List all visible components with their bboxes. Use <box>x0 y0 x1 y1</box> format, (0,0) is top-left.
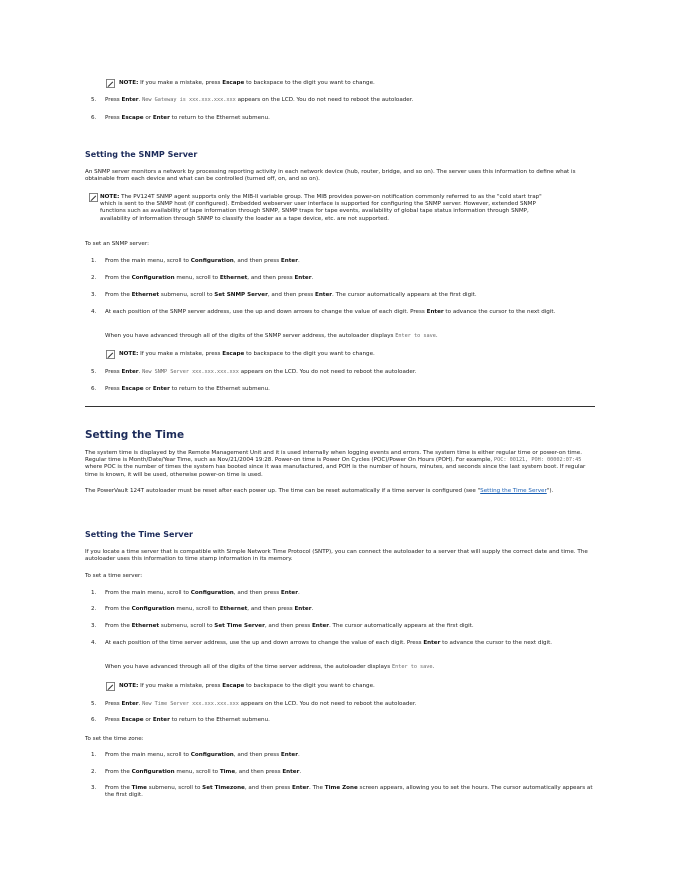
list-item: 5. Press Enter. New SNMP Server xxx.xxx.xxx.xxx appears on the LCD. You do not need to reboot the autoloader. <box>91 369 417 375</box>
section-heading: Setting the SNMP Server <box>85 150 198 159</box>
paragraph: The system time is displayed by the Remote Management Unit and it is used internally when logging events and errors. The system time is either regular time or power-on time. Regular time is Month/Date/Year Time, such as Nov/21/2004 19:28. Power-on time is Power On Cycles (POC)/Power On Hours (POH). For example, POC: 00121, POH: 00002:07:45 where POC is the number of times the system has booted since it was manufactured, and POH is the number of hours, minutes, and seconds since the last system boot. If regular time is known, it will be used, otherwise power-on time is used. <box>85 450 586 478</box>
paragraph: The PowerVault 124T autoloader must be reset after each power up. The time can be reset automatically if a time server is configured (see "Setting the Time Server"). <box>85 488 554 494</box>
paragraph: If you locate a time server that is compatible with Simple Network Time Protocol (SNTP), you can connect the autoloader to a server that will supply the correct date and time. The autoloader uses this information to time stamp information in its memory. <box>85 549 588 563</box>
note-text: NOTE: If you make a mistake, press Escape to backspace to the digit you want to change. <box>119 683 375 689</box>
list-item: 6. Press Escape or Enter to return to the Ethernet submenu. <box>91 115 270 121</box>
paragraph: To set a time server: <box>85 573 143 579</box>
note-text: NOTE: If you make a mistake, press Escape to backspace to the digit you want to change. <box>119 80 375 86</box>
list-item: 6. Press Escape or Enter to return to the Ethernet submenu. <box>91 717 270 723</box>
note-icon <box>106 350 115 359</box>
divider <box>85 406 595 407</box>
paragraph: To set the time zone: <box>85 736 144 742</box>
note-icon <box>89 193 98 202</box>
paragraph: When you have advanced through all of the digits of the SNMP server address, the autoloader displays Enter to save. <box>105 333 438 339</box>
list-item: 2. From the Configuration menu, scroll to Ethernet, and then press Enter. <box>91 275 314 281</box>
list-item: 1. From the main menu, scroll to Configuration, and then press Enter. <box>91 752 300 758</box>
list-item: 3. From the Ethernet submenu, scroll to Set SNMP Server, and then press Enter. The cursor automatically appears at the first digit. <box>91 292 477 298</box>
paragraph: An SNMP server monitors a network by processing reporting activity in each network device (hub, router, bridge, and so on). The server uses this information to define what is obtainable from each device and what can be controlled (turned off, on, and so on). <box>85 169 576 183</box>
list-item: 4. At each position of the SNMP server address, use the up and down arrows to change the value of each digit. Press Enter to advance the cursor to the next digit. <box>91 309 556 315</box>
list-item: 1. From the main menu, scroll to Configuration, and then press Enter. <box>91 590 300 596</box>
list-item: 5. Press Enter. New Gateway is xxx.xxx.xxx.xxx appears on the LCD. You do not need to reboot the autoloader. <box>91 97 414 103</box>
list-item: 2. From the Configuration menu, scroll to Time, and then press Enter. <box>91 769 302 775</box>
list-item: 6. Press Escape or Enter to return to the Ethernet submenu. <box>91 386 270 392</box>
list-item: 4. At each position of the time server address, use the up and down arrows to change the value of each digit. Press Enter to advance the cursor to the next digit. <box>91 640 553 646</box>
note-icon <box>106 682 115 691</box>
link-setting-time-server[interactable]: Setting the Time Server <box>480 488 547 494</box>
section-heading: Setting the Time Server <box>85 530 193 539</box>
list-item: 3. From the Ethernet submenu, scroll to Set Time Server, and then press Enter. The cursor automatically appears at the first digit. <box>91 623 474 629</box>
list-item: 3. From the Time submenu, scroll to Set Timezone, and then press Enter. The Time Zone screen appears, allowing you to set the hours. The cursor automatically appears at the first digit. <box>91 785 593 799</box>
note-text: NOTE: The PV124T SNMP agent supports only the MIB-II variable group. The MIB provides power-on notification commonly referred to as the "cold start trap" which is sent to the SNMP host (if configured). Embedded webserver user interface is supported for configuring the SNMP server. However, extended SNMP functions such as availability of tape information through SNMP, SNMP traps for tape events, availability of global tape status information through SNMP, availability of information through SNMP to classify the loader as a tape device, etc. are not supported. <box>100 194 542 222</box>
paragraph: When you have advanced through all of the digits of the time server address, the autoloader displays Enter to save. <box>105 664 435 670</box>
list-item: 5. Press Enter. New Time Server xxx.xxx.xxx.xxx appears on the LCD. You do not need to reboot the autoloader. <box>91 701 417 707</box>
note-icon <box>106 79 115 88</box>
section-heading: Setting the Time <box>85 429 185 441</box>
paragraph: To set an SNMP server: <box>85 241 149 247</box>
note-text: NOTE: If you make a mistake, press Escape to backspace to the digit you want to change. <box>119 351 375 357</box>
list-item: 2. From the Configuration menu, scroll to Ethernet, and then press Enter. <box>91 606 314 612</box>
list-item: 1. From the main menu, scroll to Configuration, and then press Enter. <box>91 258 300 264</box>
